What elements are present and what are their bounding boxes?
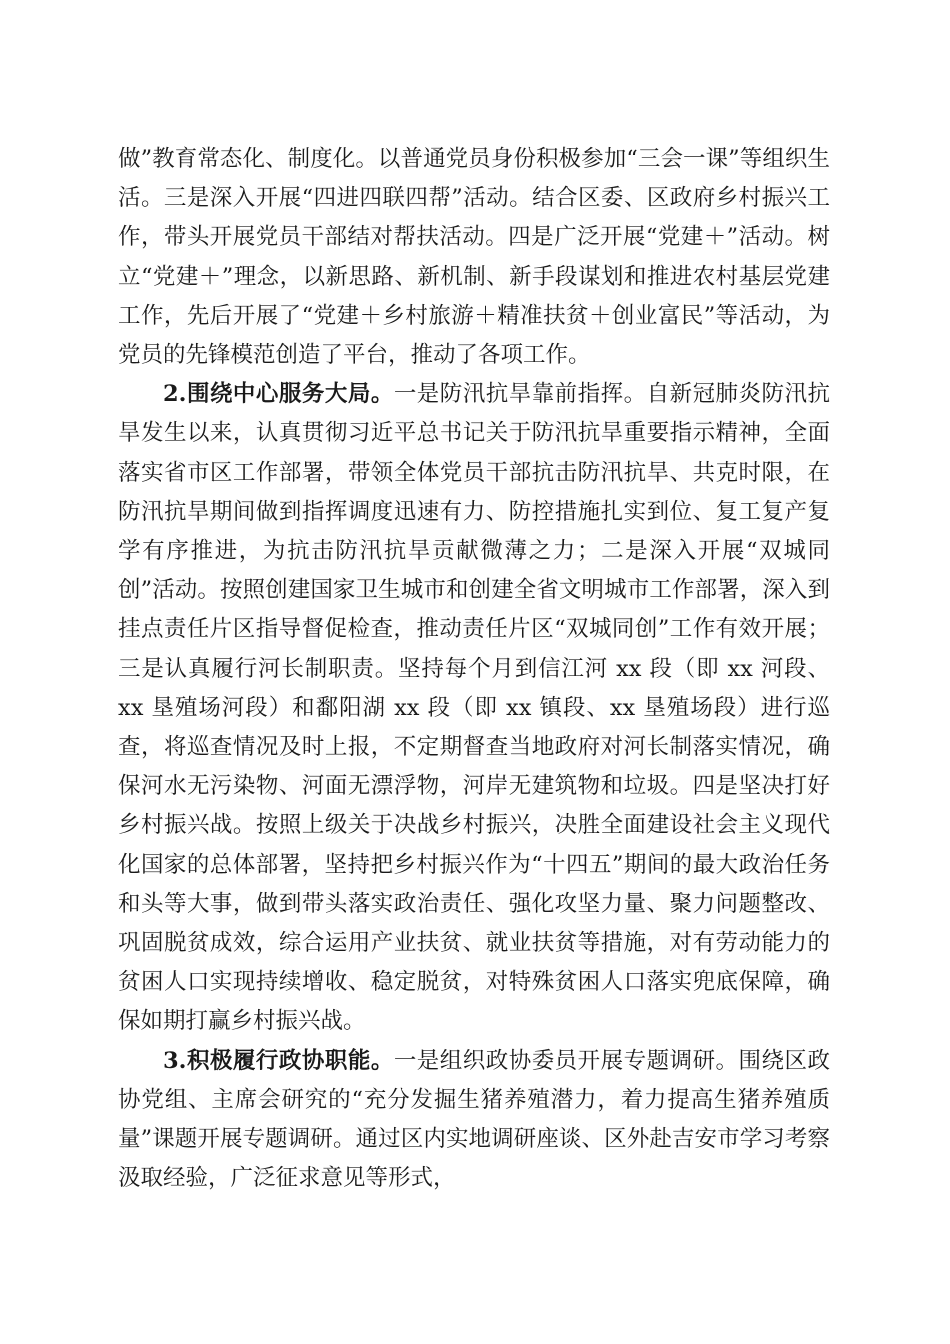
paragraph-text: 一是组织政协委员开展专题调研。围绕区政协党组、主席会研究的“充分发掘生猪养殖潜力，着力提高生猪养殖质量”课题开展专题调研。通过区内实地调研座谈、区外赴吉安市学习考察汲取经验，广泛征求意见等形式， (118, 1047, 830, 1192)
paragraph-section-2 (118, 375, 830, 1041)
paragraph-continued (118, 140, 830, 375)
paragraph-section-3 (118, 1042, 830, 1199)
section-heading: 3.积极履行政协职能。 (163, 1047, 394, 1074)
paragraph-text: 一是防汛抗旱靠前指挥。自新冠肺炎防汛抗旱发生以来，认真贯彻习近平总书记关于防汛抗旱重要指示精神，全面落实省市区工作部署，带领全体党员干部抗击防汛抗旱、共克时限，在防汛抗旱期间做到指挥调度迅速有力、防控措施扎实到位、复工复产复学有序推进，为抗击防汛抗旱贡献微薄之力；二是深入开展“双城同创”活动。按照创建国家卫生城市和创建全省文明城市工作部署，深入到挂点责任片区指导督促检查，推动责任片区“双城同创”工作有效开展；三是认真履行河长制职责。坚持每个月到信江河 xx 段（即 xx 河段、xx 垦殖场河段）和鄱阳湖 xx 段（即 xx 镇段、xx 垦殖场段）进行巡查，将巡查情况及时上报，不定期督查当地政府对河长制落实情况，确保河水无污染物、河面无漂浮物，河岸无建筑物和垃圾。四是坚决打好乡村振兴战。按照上级关于决战乡村振兴，决胜全面建设社会主义现代化国家的总体部署，坚持把乡村振兴作为“十四五”期间的最大政治任务和头等大事，做到带头落实政治责任、强化攻坚力量、聚力问题整改、巩固脱贫成效，综合运用产业扶贫、就业扶贫等措施，对有劳动能力的贫困人口实现持续增收、稳定脱贫，对特殊贫困人口落实兜底保障，确保如期打赢乡村振兴战。 (118, 381, 830, 1035)
section-heading: 2.围绕中心服务大局。 (163, 381, 394, 408)
paragraph-text: 做”教育常态化、制度化。以普通党员身份积极参加“三会一课”等组织生活。三是深入开展“四进四联四帮”活动。结合区委、区政府乡村振兴工作，带头开展党员干部结对帮扶活动。四是广泛开展“党建＋”活动。树立“党建＋”理念，以新思路、新机制、新手段谋划和推进农村基层党建工作，先后开展了“党建＋乡村旅游＋精准扶贫＋创业富民”等活动，为党员的先锋模范创造了平台，推动了各项工作。 (118, 146, 830, 369)
document-body (118, 140, 830, 1198)
